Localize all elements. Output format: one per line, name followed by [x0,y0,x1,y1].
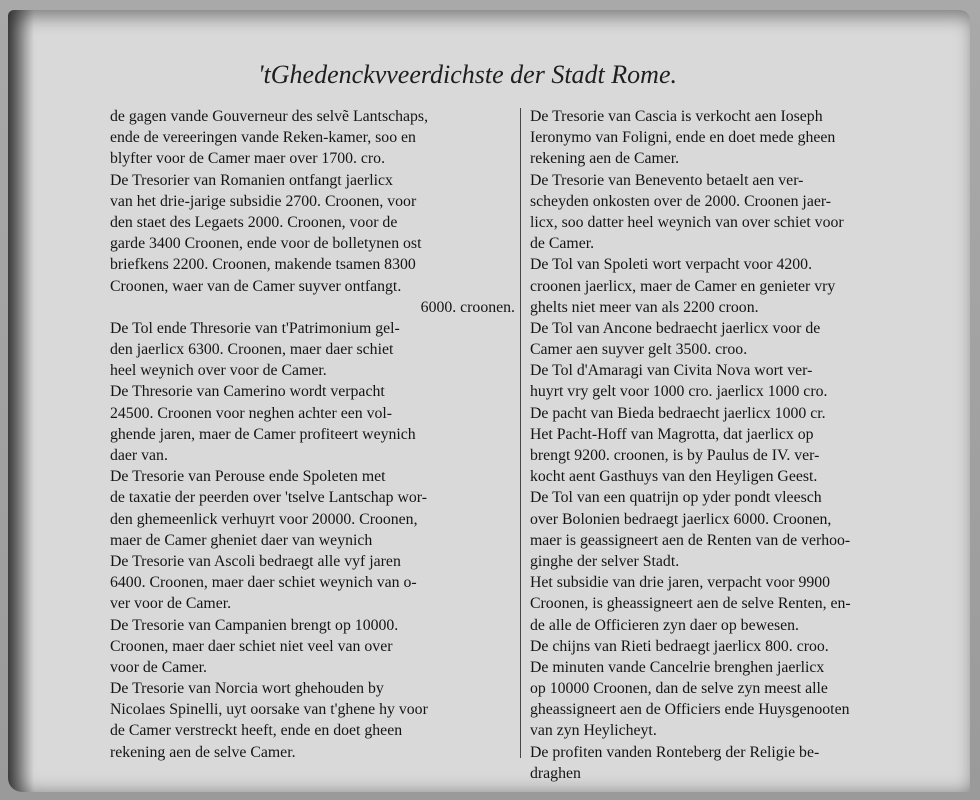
text-line: Croonen, is gheassigneert aen de selve Renten, en- [530,595,851,613]
text-line: Croonen, maer daer schiet niet veel van over [110,637,393,655]
text-line: De Thresorie van Camerino wordt verpacht [110,383,385,401]
text-line: de gagen vande Gouverneur des selvẽ Lantschaps, [110,108,429,125]
text-line: gheassigneert aen de Officiers ende Huysgenooten [530,701,850,719]
text-line: licx, soo datter heel weynich van over schiet voor [530,213,844,231]
text-line: Het Pacht-Hoff van Magrotta, dat jaerlicx op [530,425,814,443]
book-page [8,10,970,792]
text-line: De profiten vanden Ronteberg der Religie be- [530,743,820,761]
text-line: ende de vereeringen vande Reken-kamer, soo en [110,129,416,147]
text-line: De Tresorie van Ascoli bedraegt alle vyf jaren [110,552,401,570]
text-line: rekening aen de Camer. [530,150,680,168]
text-line: De pacht van Bieda bedraecht jaerlicx 1000 cr. [530,404,826,422]
column-divider [520,108,521,758]
text-line: De Tresorie van Campanien brengt op 10000. [110,616,399,634]
text-line: De Tol van een quatrijn op yder pondt vleesch [530,489,822,507]
text-line: ginghe der selver Stadt. [530,552,680,570]
text-line: Camer aen suyver gelt 3500. croo. [530,341,748,359]
text-line: De Tol van Spoleti wort verpacht voor 4200. [530,256,813,274]
text-line: garde 3400 Croonen, ende voor de bolletynen ost [110,235,422,253]
text-line: ghende jaren, maer de Camer profiteert weynich [110,425,416,443]
right-column [530,106,930,782]
text-line: den staet des Legaets 2000. Croonen, voor de [110,213,398,231]
text-line: op 10000 Croonen, dan de selve zyn meest alle [530,680,828,698]
text-line: De Tresorie van Benevento betaelt aen ver- [530,171,804,189]
text-line: scheyden onkosten over de 2000. Croonen jaer- [530,192,832,210]
text-line: maer is geassigneert aen de Renten van de verhoo- [530,531,851,549]
text-line: Het subsidie van drie jaren, verpacht voor 9900 [530,574,831,592]
text-line: rekening aen de selve Camer. [110,743,296,761]
text-line: blyfter voor de Camer maer over 1700. cro. [110,150,386,168]
text-line: daer van. [110,447,168,464]
text-line: draghen [530,764,581,782]
text-line: De Tresorie van Norcia wort ghehouden by [110,680,384,698]
text-line: de taxatie der peerden over 'tselve Lantschap wor- [110,489,428,507]
text-line: huyrt vry gelt voor 1000 cro. jaerlicx 1000 cro. [530,383,828,401]
text-line: De Tol d'Amaragi van Civita Nova wort ver- [530,362,813,380]
text-line: briefkens 2200. Croonen, makende tsamen 8300 [110,256,416,274]
text-line: De Tol van Ancone bedraecht jaerlicx voor de [530,319,821,337]
text-line: De Tresorie van Cascia is verkocht aen Ioseph [530,108,823,125]
text-line: heel weynich over voor de Camer. [110,362,327,380]
text-line: Croonen, waer van de Camer suyver ontfangt. [110,277,402,295]
text-line: van zyn Heylicheyt. [530,722,657,740]
text-line: De Tresorie van Perouse ende Spoleten met [110,468,386,486]
text-line: Nicolaes Spinelli, uyt oorsake van t'ghene hy voor [110,701,428,719]
text-line: ver voor de Camer. [110,595,232,613]
text-line: 6000. croonen. [420,298,515,316]
text-line: ghelts niet meer van als 2200 croon. [530,298,759,316]
running-head: 'tGhedenckvveerdichste der Stadt Rome. [258,60,677,89]
text-line: den ghemeenlick verhuyrt voor 20000. Croonen, [110,510,418,528]
text-line: van het drie-jarige subsidie 2700. Croonen, voor [110,192,417,210]
text-line: 24500. Croonen voor neghen achter een vol- [110,404,393,422]
text-line: voor de Camer. [110,658,207,676]
left-column [110,106,515,766]
text-line: de Camer verstreckt heeft, ende en doet gheen [110,722,403,740]
text-line: kocht aent Gasthuys van den Heyligen Geest. [530,468,818,486]
text-line: croonen jaerlicx, maer de Camer en genieter vry [530,277,836,295]
text-line: den jaerlicx 6300. Croonen, maer daer schiet [110,341,394,359]
text-line: De Tol ende Thresorie van t'Patrimonium gel- [110,319,400,337]
text-line: Ieronymo van Foligni, ende en doet mede gheen [530,129,836,147]
text-line: De minuten vande Cancelrie brenghen jaerlicx [530,658,825,676]
text-line: De chijns van Rieti bedraegt jaerlicx 800. croo. [530,637,829,655]
text-line: over Bolonien bedraegt jaerlicx 6000. Croonen, [530,510,832,528]
text-line: de alle de Officieren zyn daer op bewesen. [530,616,800,634]
text-line: De Tresorier van Romanien ontfangt jaerlicx [110,171,393,189]
text-line: maer de Camer gheniet daer van weynich [110,531,373,549]
text-line: 6400. Croonen, maer daer schiet weynich van o- [110,574,417,592]
text-line: de Camer. [530,235,595,253]
text-line: brengt 9200. croonen, is by Paulus de IV. ver- [530,447,820,464]
